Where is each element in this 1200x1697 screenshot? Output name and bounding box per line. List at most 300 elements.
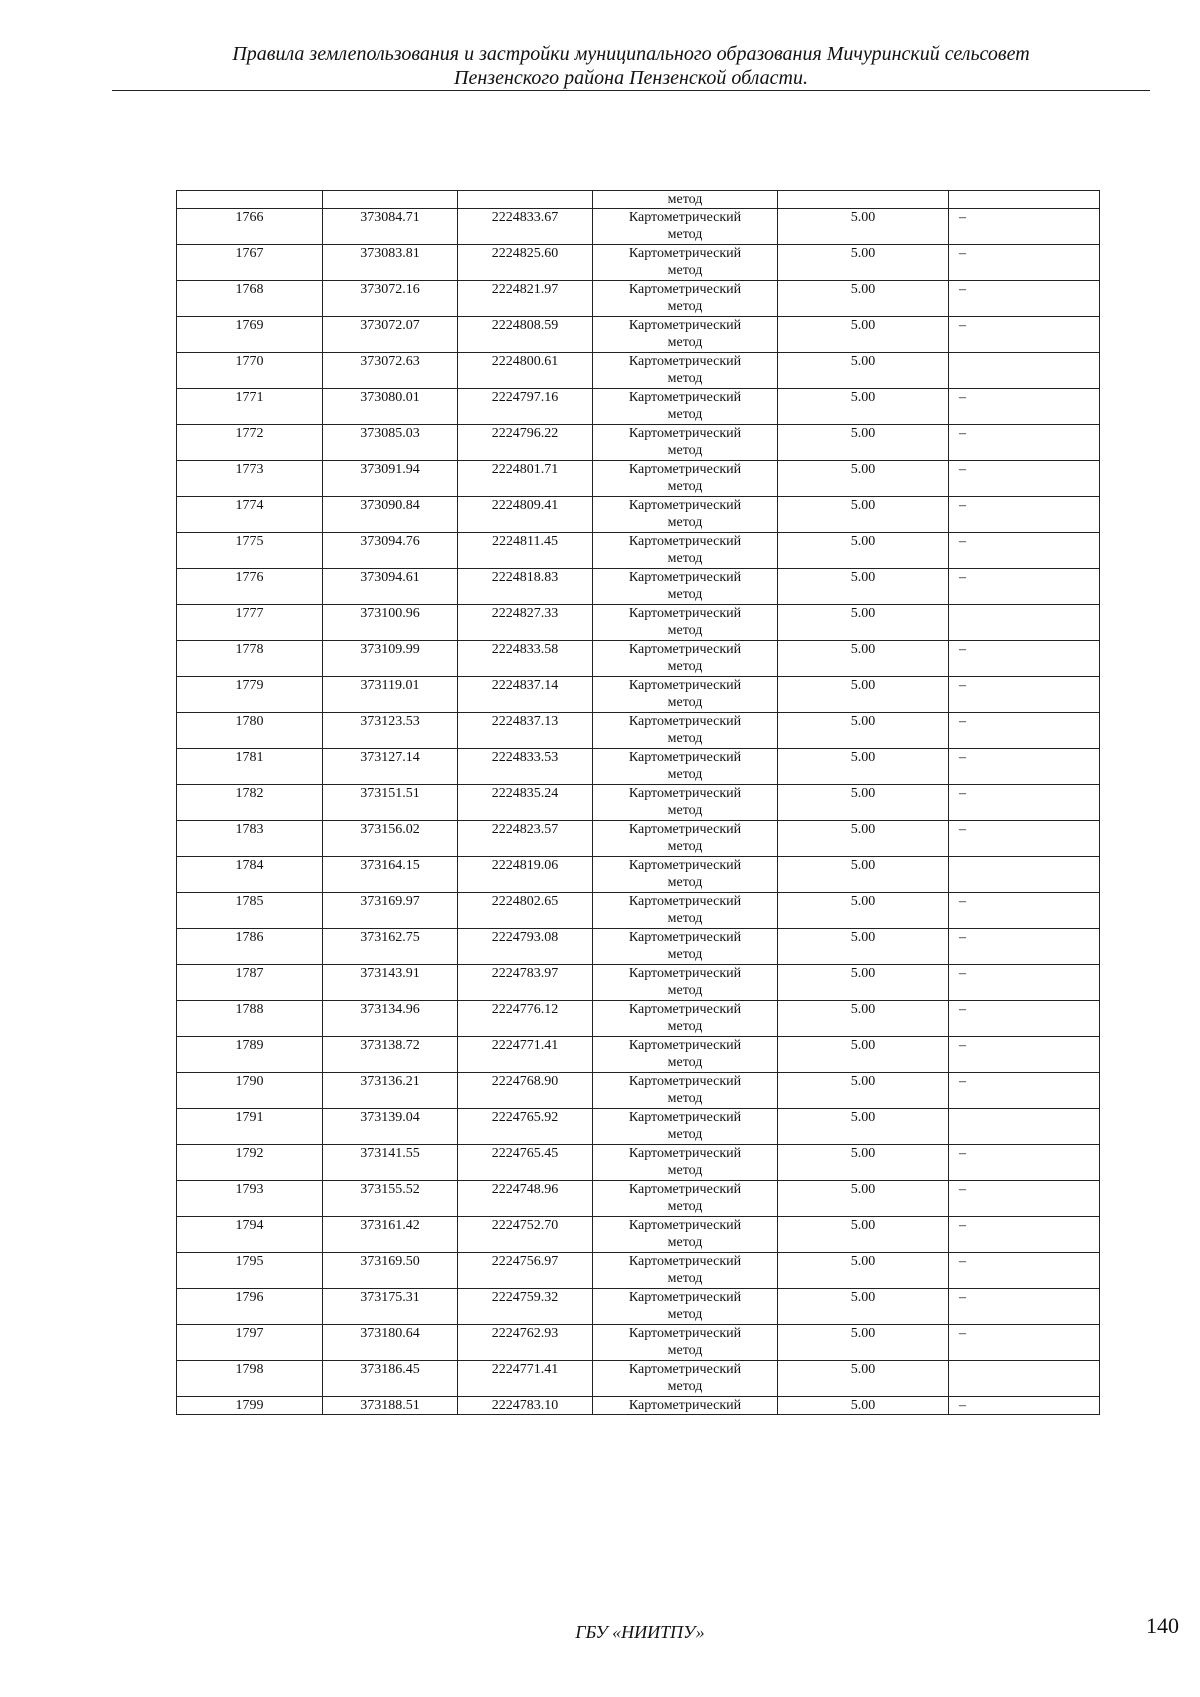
cell-note: – bbox=[949, 1325, 1100, 1361]
cell-note: – bbox=[949, 1181, 1100, 1217]
method-line-1: Картометрический bbox=[628, 462, 742, 477]
method-line-2: метод bbox=[667, 1379, 703, 1394]
cell-accuracy: 5.00 bbox=[778, 1289, 949, 1325]
cell-x: 373151.51 bbox=[323, 785, 458, 821]
cell-note: – bbox=[949, 821, 1100, 857]
cell-num: 1770 bbox=[177, 353, 323, 389]
table-row bbox=[177, 1289, 1100, 1325]
cell-x: 373186.45 bbox=[323, 1361, 458, 1397]
method-line-2: метод bbox=[667, 335, 703, 350]
table-row bbox=[177, 1109, 1100, 1145]
table-row bbox=[177, 749, 1100, 785]
method-line-2: метод bbox=[667, 1055, 703, 1070]
header-divider bbox=[112, 90, 1150, 91]
cell-x: 373119.01 bbox=[323, 677, 458, 713]
cell-num: 1797 bbox=[177, 1325, 323, 1361]
method-line-1: Картометрический bbox=[628, 1110, 742, 1125]
table-row bbox=[177, 569, 1100, 605]
cell-note: – bbox=[949, 749, 1100, 785]
cell-note: – bbox=[949, 533, 1100, 569]
cell-method bbox=[593, 821, 778, 857]
cell-num: 1790 bbox=[177, 1073, 323, 1109]
method-line-1: Картометрический bbox=[628, 786, 742, 801]
coordinates-table bbox=[176, 190, 1100, 1415]
method-line-2: метод bbox=[667, 371, 703, 386]
table-row bbox=[177, 461, 1100, 497]
cell-note: – bbox=[949, 497, 1100, 533]
cell-accuracy: 5.00 bbox=[778, 1217, 949, 1253]
cell-note: – bbox=[949, 317, 1100, 353]
method-line-1: Картометрический bbox=[628, 606, 742, 621]
cell-method bbox=[593, 857, 778, 893]
cell-y: 2224837.13 bbox=[458, 713, 593, 749]
cell-method bbox=[593, 209, 778, 245]
cell-y: 2224827.33 bbox=[458, 605, 593, 641]
method-line-2: метод bbox=[667, 587, 703, 602]
cell-method bbox=[593, 785, 778, 821]
table-row bbox=[177, 785, 1100, 821]
cell-y: 2224825.60 bbox=[458, 245, 593, 281]
cell-y: 2224835.24 bbox=[458, 785, 593, 821]
cell-accuracy: 5.00 bbox=[778, 353, 949, 389]
cell-num: 1779 bbox=[177, 677, 323, 713]
table-row bbox=[177, 677, 1100, 713]
method-line-1: Картометрический bbox=[628, 858, 742, 873]
method-line-1: Картометрический bbox=[628, 1362, 742, 1377]
method-line-2: метод bbox=[667, 1235, 703, 1250]
method-line-2: метод bbox=[667, 767, 703, 782]
cell-y: 2224783.97 bbox=[458, 965, 593, 1001]
cell-note: – bbox=[949, 1253, 1100, 1289]
cell-method bbox=[593, 749, 778, 785]
cell-note: – bbox=[949, 1001, 1100, 1037]
method-line-2: метод bbox=[667, 443, 703, 458]
cell-accuracy: 5.00 bbox=[778, 425, 949, 461]
cell-y: 2224783.10 bbox=[458, 1397, 593, 1415]
cell-x: 373072.07 bbox=[323, 317, 458, 353]
cell-x: 373156.02 bbox=[323, 821, 458, 857]
method-line-2: метод bbox=[667, 731, 703, 746]
table-row bbox=[177, 1037, 1100, 1073]
method-line-1: Картометрический bbox=[628, 1398, 742, 1413]
cell-y: 2224756.97 bbox=[458, 1253, 593, 1289]
cell-x: 373155.52 bbox=[323, 1181, 458, 1217]
table-row bbox=[177, 605, 1100, 641]
method-line-1: Картометрический bbox=[628, 1002, 742, 1017]
cell-method bbox=[593, 893, 778, 929]
cell-num: 1792 bbox=[177, 1145, 323, 1181]
cell-method bbox=[593, 605, 778, 641]
cell-x: 373072.63 bbox=[323, 353, 458, 389]
method-line-2: метод bbox=[667, 1307, 703, 1322]
cell-accuracy: 5.00 bbox=[778, 713, 949, 749]
cell-num: 1782 bbox=[177, 785, 323, 821]
method-line-2: метод bbox=[667, 1091, 703, 1106]
cell-x: 373080.01 bbox=[323, 389, 458, 425]
method-line-2: метод bbox=[667, 659, 703, 674]
cell-method bbox=[593, 1181, 778, 1217]
cell-y: 2224771.41 bbox=[458, 1361, 593, 1397]
cell-accuracy: 5.00 bbox=[778, 317, 949, 353]
cell-num: 1789 bbox=[177, 1037, 323, 1073]
table-row bbox=[177, 1217, 1100, 1253]
table-row bbox=[177, 1181, 1100, 1217]
cell-y: 2224811.45 bbox=[458, 533, 593, 569]
cell-num: 1773 bbox=[177, 461, 323, 497]
cell-num: 1795 bbox=[177, 1253, 323, 1289]
cell-x bbox=[323, 191, 458, 209]
cell-accuracy: 5.00 bbox=[778, 1073, 949, 1109]
cell-x: 373164.15 bbox=[323, 857, 458, 893]
table-row bbox=[177, 425, 1100, 461]
cell-y: 2224818.83 bbox=[458, 569, 593, 605]
method-line-2: метод bbox=[667, 947, 703, 962]
cell-method bbox=[593, 1217, 778, 1253]
cell-x: 373162.75 bbox=[323, 929, 458, 965]
cell-note: – bbox=[949, 713, 1100, 749]
cell-y: 2224821.97 bbox=[458, 281, 593, 317]
table-row bbox=[177, 1361, 1100, 1397]
cell-accuracy: 5.00 bbox=[778, 281, 949, 317]
cell-note: – bbox=[949, 389, 1100, 425]
table-row bbox=[177, 641, 1100, 677]
cell-accuracy: 5.00 bbox=[778, 821, 949, 857]
table-row bbox=[177, 1001, 1100, 1037]
method-line-2: метод bbox=[667, 623, 703, 638]
cell-num: 1784 bbox=[177, 857, 323, 893]
header-line-1: Правила землепользования и застройки муниципального образования Мичуринский сельсовет bbox=[232, 43, 1030, 65]
method-line-1: Картометрический bbox=[628, 282, 742, 297]
table-row bbox=[177, 965, 1100, 1001]
table-row bbox=[177, 389, 1100, 425]
cell-x: 373169.50 bbox=[323, 1253, 458, 1289]
cell-y: 2224800.61 bbox=[458, 353, 593, 389]
cell-note: – bbox=[949, 893, 1100, 929]
cell-method bbox=[593, 533, 778, 569]
method-line-1: Картометрический bbox=[628, 1146, 742, 1161]
cell-accuracy: 5.00 bbox=[778, 1181, 949, 1217]
method-line-1: Картометрический bbox=[628, 570, 742, 585]
cell-num: 1793 bbox=[177, 1181, 323, 1217]
cell-y: 2224768.90 bbox=[458, 1073, 593, 1109]
cell-accuracy: 5.00 bbox=[778, 965, 949, 1001]
cell-accuracy bbox=[778, 191, 949, 209]
method-line-2: метод bbox=[667, 515, 703, 530]
method-line-1: Картометрический bbox=[628, 354, 742, 369]
cell-accuracy: 5.00 bbox=[778, 1037, 949, 1073]
cell-x: 373169.97 bbox=[323, 893, 458, 929]
method-line-2: метод bbox=[667, 1019, 703, 1034]
cell-note: – bbox=[949, 965, 1100, 1001]
table-row bbox=[177, 209, 1100, 245]
cell-x: 373175.31 bbox=[323, 1289, 458, 1325]
cell-y: 2224797.16 bbox=[458, 389, 593, 425]
method-line-1: Картометрический bbox=[628, 678, 742, 693]
cell-method bbox=[593, 1109, 778, 1145]
cell-accuracy: 5.00 bbox=[778, 1361, 949, 1397]
cell-accuracy: 5.00 bbox=[778, 785, 949, 821]
cell-y: 2224802.65 bbox=[458, 893, 593, 929]
method-line-2: метод bbox=[667, 407, 703, 422]
cell-method bbox=[593, 461, 778, 497]
cell-y: 2224819.06 bbox=[458, 857, 593, 893]
cell-note bbox=[949, 1361, 1100, 1397]
cell-num: 1798 bbox=[177, 1361, 323, 1397]
cell-num: 1786 bbox=[177, 929, 323, 965]
page-number: 140 bbox=[1146, 1613, 1179, 1638]
cell-note: – bbox=[949, 209, 1100, 245]
cell-method bbox=[593, 281, 778, 317]
cell-method bbox=[593, 353, 778, 389]
cell-note bbox=[949, 605, 1100, 641]
cell-note bbox=[949, 191, 1100, 209]
cell-accuracy: 5.00 bbox=[778, 1001, 949, 1037]
cell-method bbox=[593, 1001, 778, 1037]
cell-method bbox=[593, 1361, 778, 1397]
cell-y: 2224759.32 bbox=[458, 1289, 593, 1325]
cell-accuracy: 5.00 bbox=[778, 389, 949, 425]
cell-x: 373134.96 bbox=[323, 1001, 458, 1037]
cell-method bbox=[593, 1037, 778, 1073]
cell-note: – bbox=[949, 1289, 1100, 1325]
cell-note: – bbox=[949, 425, 1100, 461]
method-line-2: метод bbox=[667, 1199, 703, 1214]
cell-note: – bbox=[949, 1037, 1100, 1073]
cell-x: 373123.53 bbox=[323, 713, 458, 749]
cell-method bbox=[593, 1325, 778, 1361]
cell-num: 1769 bbox=[177, 317, 323, 353]
table-row bbox=[177, 533, 1100, 569]
table-row bbox=[177, 1397, 1100, 1415]
method-line-1: Картометрический bbox=[628, 1038, 742, 1053]
method-line-2: метод bbox=[667, 695, 703, 710]
cell-accuracy: 5.00 bbox=[778, 1109, 949, 1145]
cell-method bbox=[593, 389, 778, 425]
cell-method bbox=[593, 641, 778, 677]
footer-organization: ГБУ «НИИТПУ» bbox=[575, 1622, 705, 1642]
cell-method bbox=[593, 425, 778, 461]
table-row bbox=[177, 1073, 1100, 1109]
table-row bbox=[177, 857, 1100, 893]
method-line-1: Картометрический bbox=[628, 1254, 742, 1269]
cell-accuracy: 5.00 bbox=[778, 209, 949, 245]
cell-num: 1785 bbox=[177, 893, 323, 929]
cell-num: 1791 bbox=[177, 1109, 323, 1145]
cell-num: 1772 bbox=[177, 425, 323, 461]
cell-x: 373083.81 bbox=[323, 245, 458, 281]
cell-num: 1788 bbox=[177, 1001, 323, 1037]
cell-x: 373090.84 bbox=[323, 497, 458, 533]
cell-y: 2224833.58 bbox=[458, 641, 593, 677]
running-header bbox=[112, 42, 1150, 90]
cell-num: 1780 bbox=[177, 713, 323, 749]
cell-num: 1771 bbox=[177, 389, 323, 425]
cell-y: 2224823.57 bbox=[458, 821, 593, 857]
cell-y: 2224748.96 bbox=[458, 1181, 593, 1217]
method-line-1: Картометрический bbox=[628, 894, 742, 909]
table-row bbox=[177, 1253, 1100, 1289]
table-row bbox=[177, 353, 1100, 389]
method-line-2: метод bbox=[667, 983, 703, 998]
cell-num: 1794 bbox=[177, 1217, 323, 1253]
method-line-1: Картометрический bbox=[628, 642, 742, 657]
cell-num: 1783 bbox=[177, 821, 323, 857]
cell-x: 373138.72 bbox=[323, 1037, 458, 1073]
cell-note: – bbox=[949, 929, 1100, 965]
method-line-2: метод bbox=[667, 299, 703, 314]
cell-method bbox=[593, 713, 778, 749]
table-row bbox=[177, 245, 1100, 281]
cell-x: 373143.91 bbox=[323, 965, 458, 1001]
cell-num: 1775 bbox=[177, 533, 323, 569]
cell-accuracy: 5.00 bbox=[778, 641, 949, 677]
cell-method bbox=[593, 677, 778, 713]
method-line-1: Картометрический bbox=[628, 498, 742, 513]
cell-num: 1787 bbox=[177, 965, 323, 1001]
table-row bbox=[177, 1325, 1100, 1361]
method-line-1: Картометрический bbox=[628, 246, 742, 261]
method-line-1: Картометрический bbox=[628, 210, 742, 225]
method-line-1: Картометрический bbox=[628, 1290, 742, 1305]
method-line-1: Картометрический bbox=[628, 930, 742, 945]
method-line-2: метод bbox=[667, 875, 703, 890]
cell-y: 2224771.41 bbox=[458, 1037, 593, 1073]
cell-y: 2224765.45 bbox=[458, 1145, 593, 1181]
method-line-2: метод bbox=[667, 911, 703, 926]
method-line-1: Картометрический bbox=[628, 714, 742, 729]
cell-method bbox=[593, 317, 778, 353]
cell-method bbox=[593, 1289, 778, 1325]
method-line-1: Картометрический bbox=[628, 750, 742, 765]
cell-x: 373094.76 bbox=[323, 533, 458, 569]
cell-accuracy: 5.00 bbox=[778, 1397, 949, 1415]
cell-accuracy: 5.00 bbox=[778, 245, 949, 281]
cell-x: 373100.96 bbox=[323, 605, 458, 641]
cell-note bbox=[949, 353, 1100, 389]
cell-x: 373094.61 bbox=[323, 569, 458, 605]
cell-x: 373188.51 bbox=[323, 1397, 458, 1415]
cell-num: 1778 bbox=[177, 641, 323, 677]
cell-note: – bbox=[949, 785, 1100, 821]
table-row bbox=[177, 281, 1100, 317]
cell-x: 373161.42 bbox=[323, 1217, 458, 1253]
cell-method bbox=[593, 1397, 778, 1415]
cell-accuracy: 5.00 bbox=[778, 677, 949, 713]
cell-accuracy: 5.00 bbox=[778, 1325, 949, 1361]
cell-note: – bbox=[949, 1217, 1100, 1253]
cell-y: 2224796.22 bbox=[458, 425, 593, 461]
coordinates-table-body bbox=[177, 191, 1100, 1415]
cell-note: – bbox=[949, 1145, 1100, 1181]
cell-accuracy: 5.00 bbox=[778, 749, 949, 785]
cell-x: 373091.94 bbox=[323, 461, 458, 497]
method-line-2: метод bbox=[667, 1271, 703, 1286]
cell-method bbox=[593, 929, 778, 965]
method-line-1: Картометрический bbox=[628, 1218, 742, 1233]
cell-y bbox=[458, 191, 593, 209]
method-line-1: Картометрический bbox=[628, 822, 742, 837]
cell-num: 1781 bbox=[177, 749, 323, 785]
cell-y: 2224837.14 bbox=[458, 677, 593, 713]
method-line-2: метод bbox=[667, 803, 703, 818]
cell-note bbox=[949, 1109, 1100, 1145]
table-row bbox=[177, 893, 1100, 929]
cell-num: 1766 bbox=[177, 209, 323, 245]
cell-y: 2224833.53 bbox=[458, 749, 593, 785]
cell-num: 1768 bbox=[177, 281, 323, 317]
cell-accuracy: 5.00 bbox=[778, 893, 949, 929]
table-row bbox=[177, 317, 1100, 353]
table-row bbox=[177, 929, 1100, 965]
table-row-continued bbox=[177, 191, 1100, 209]
table-row bbox=[177, 497, 1100, 533]
cell-method bbox=[593, 965, 778, 1001]
cell-x: 373180.64 bbox=[323, 1325, 458, 1361]
cell-num bbox=[177, 191, 323, 209]
cell-note: – bbox=[949, 677, 1100, 713]
cell-y: 2224762.93 bbox=[458, 1325, 593, 1361]
method-line-1: Картометрический bbox=[628, 1326, 742, 1341]
cell-y: 2224833.67 bbox=[458, 209, 593, 245]
cell-x: 373141.55 bbox=[323, 1145, 458, 1181]
cell-num: 1776 bbox=[177, 569, 323, 605]
table-row bbox=[177, 821, 1100, 857]
cell-num: 1777 bbox=[177, 605, 323, 641]
cell-x: 373139.04 bbox=[323, 1109, 458, 1145]
method-line-2: метод bbox=[667, 1127, 703, 1142]
cell-y: 2224793.08 bbox=[458, 929, 593, 965]
cell-y: 2224765.92 bbox=[458, 1109, 593, 1145]
method-line-1: Картометрический bbox=[628, 966, 742, 981]
method-line-2: метод bbox=[667, 227, 703, 242]
cell-x: 373136.21 bbox=[323, 1073, 458, 1109]
cell-num: 1774 bbox=[177, 497, 323, 533]
cell-accuracy: 5.00 bbox=[778, 929, 949, 965]
cell-y: 2224752.70 bbox=[458, 1217, 593, 1253]
cell-accuracy: 5.00 bbox=[778, 605, 949, 641]
method-line-1: Картометрический bbox=[628, 534, 742, 549]
cell-accuracy: 5.00 bbox=[778, 569, 949, 605]
cell-note: – bbox=[949, 245, 1100, 281]
cell-accuracy: 5.00 bbox=[778, 1253, 949, 1289]
cell-note: – bbox=[949, 1073, 1100, 1109]
cell-x: 373127.14 bbox=[323, 749, 458, 785]
cell-note: – bbox=[949, 281, 1100, 317]
cell-accuracy: 5.00 bbox=[778, 533, 949, 569]
cell-num: 1796 bbox=[177, 1289, 323, 1325]
cell-x: 373109.99 bbox=[323, 641, 458, 677]
cell-accuracy: 5.00 bbox=[778, 1145, 949, 1181]
cell-y: 2224801.71 bbox=[458, 461, 593, 497]
cell-num: 1767 bbox=[177, 245, 323, 281]
method-line-1: Картометрический bbox=[628, 426, 742, 441]
cell-method bbox=[593, 1073, 778, 1109]
cell-note: – bbox=[949, 1397, 1100, 1415]
cell-method: метод bbox=[593, 191, 778, 209]
method-line-1: Картометрический bbox=[628, 318, 742, 333]
method-line-2: метод bbox=[667, 839, 703, 854]
method-line-2: метод bbox=[667, 479, 703, 494]
cell-y: 2224776.12 bbox=[458, 1001, 593, 1037]
cell-method bbox=[593, 569, 778, 605]
cell-x: 373072.16 bbox=[323, 281, 458, 317]
cell-accuracy: 5.00 bbox=[778, 857, 949, 893]
method-line-2: метод bbox=[667, 1163, 703, 1178]
cell-y: 2224808.59 bbox=[458, 317, 593, 353]
cell-note: – bbox=[949, 461, 1100, 497]
cell-accuracy: 5.00 bbox=[778, 461, 949, 497]
cell-method bbox=[593, 497, 778, 533]
